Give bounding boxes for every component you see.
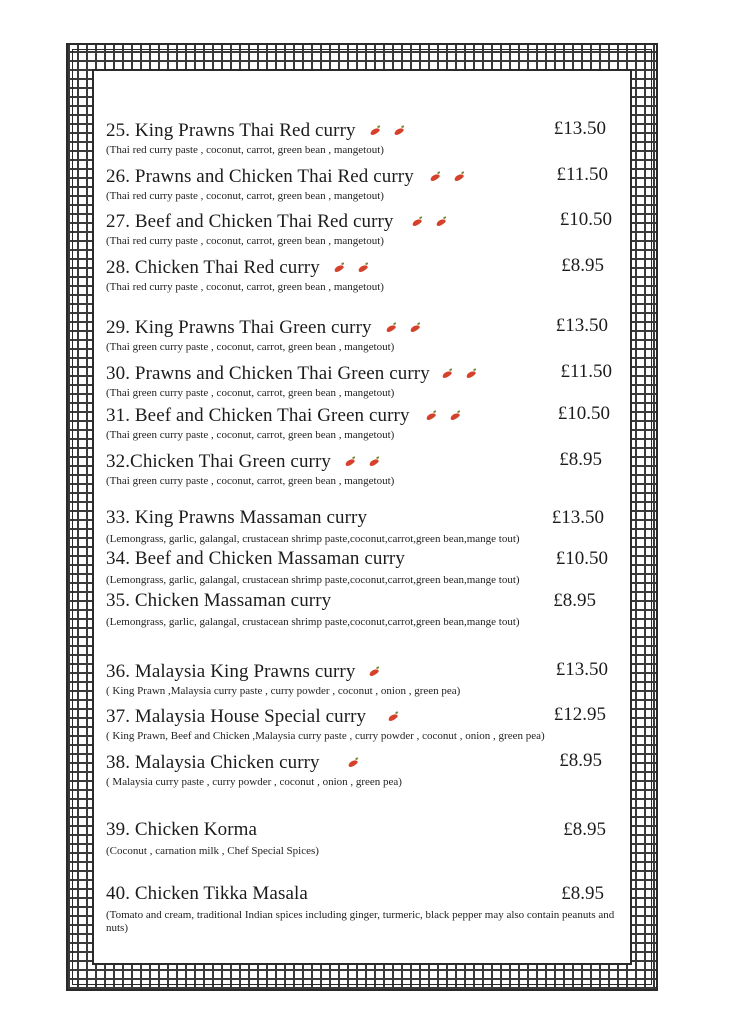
menu-item-title-text: 30. Prawns and Chicken Thai Green curry [106,363,430,384]
menu-item-title [106,118,418,142]
menu-item-title-text: 26. Prawns and Chicken Thai Red curry [106,166,414,187]
menu-item-header [106,164,626,190]
menu-item-title-text: 31. Beef and Chicken Thai Green curry [106,405,410,426]
menu-item [106,590,626,629]
menu-item-header [106,507,626,533]
spice-level-indicator [442,361,490,383]
menu-item-description: (Lemongrass, garlic, galangal, crustacean shrimp paste,coconut,carrot,green bean,mange tout) [106,574,520,586]
menu-item-price: £8.95 [563,819,606,840]
chili-pepper-icon [429,173,440,182]
chili-pepper-icon [369,668,380,677]
menu-item [106,361,626,400]
menu-item-title [106,361,490,385]
menu-item-title-text: 34. Beef and Chicken Massaman curry [106,548,405,569]
menu-item-title [106,704,412,728]
menu-item-header [106,403,626,429]
menu-item [106,548,626,587]
menu-item-header [106,449,626,475]
menu-item-header [106,750,626,776]
chili-pepper-icon [435,218,446,227]
menu-item-title [106,449,393,473]
menu-item-title [106,548,405,570]
chili-pepper-icon [453,173,464,182]
chili-pepper-icon [425,412,436,421]
menu-item-price: £13.50 [555,315,608,336]
menu-item-title [106,164,478,188]
chili-pepper-icon [441,370,452,379]
menu-item-description: (Thai red curry paste , coconut, carrot, green bean , mangetout) [106,190,384,202]
menu-item-header [106,659,626,685]
menu-item-title [106,209,460,233]
menu-item-price: £8.95 [559,750,602,771]
menu-item-title-text: 35. Chicken Massaman curry [106,590,332,611]
menu-item-title-text: 37. Malaysia House Special curry [106,706,367,727]
chili-pepper-icon [385,324,396,333]
spice-level-indicator [370,118,418,140]
menu-item [106,704,626,743]
menu-item-price: £10.50 [559,209,612,230]
menu-item-title [106,315,434,339]
menu-item-price: £12.95 [553,704,606,725]
chili-pepper-icon [393,127,404,136]
menu-item-title [106,659,393,683]
menu-item [106,315,626,354]
spice-level-indicator [388,704,412,726]
menu-item-description: (Thai green curry paste , coconut, carrot, green bean , mangetout) [106,341,395,353]
menu-item-description: (Thai red curry paste , coconut, carrot, green bean , mangetout) [106,235,384,247]
menu-item [106,659,626,698]
menu-item-header [106,883,626,909]
menu-item-title-text: 40. Chicken Tikka Masala [106,883,308,904]
menu-item-price: £8.95 [553,590,596,611]
menu-item-title-text: 33. King Prawns Massaman curry [106,507,368,528]
menu-item-description: (Thai green curry paste , coconut, carrot, green bean , mangetout) [106,387,395,399]
menu-item-header [106,548,626,574]
chili-pepper-icon [409,324,420,333]
spice-level-indicator [430,164,478,186]
menu-item-description: ( King Prawn, Beef and Chicken ,Malaysia curry paste , curry powder , coconut , onion , green pea) [106,730,545,742]
menu-item-description: (Lemongrass, garlic, galangal, crustacean shrimp paste,coconut,carrot,green bean,mange tout) [106,533,520,545]
menu-item-description: ( King Prawn ,Malaysia curry paste , curry powder , coconut , onion , green pea) [106,685,461,697]
menu-item-price: £8.95 [559,449,602,470]
menu-item-title-text: 39. Chicken Korma [106,819,258,840]
menu-item-header [106,255,626,281]
menu-item [106,507,626,546]
menu-item-header [106,704,626,730]
menu-item-title [106,750,372,774]
menu-item-description: (Coconut , carnation milk , Chef Special Spices) [106,845,319,857]
menu-item-description: (Thai green curry paste , coconut, carrot, green bean , mangetout) [106,429,395,441]
spice-level-indicator [412,209,460,231]
menu-item-title-text: 27. Beef and Chicken Thai Red curry [106,211,394,232]
menu-item-price: £10.50 [557,403,610,424]
menu-item-title-text: 28. Chicken Thai Red curry [106,257,320,278]
spice-level-indicator [345,449,393,471]
menu-item-description: (Thai red curry paste , coconut, carrot, green bean , mangetout) [106,281,384,293]
menu-item-description: (Lemongrass, garlic, galangal, crustacean shrimp paste,coconut,carrot,green bean,mange tout) [106,616,520,628]
chili-pepper-icon [333,264,344,273]
menu-item [106,750,626,789]
menu-item-price: £11.50 [560,361,612,382]
menu-item [106,255,626,294]
menu-item-title [106,590,331,612]
menu-item-title-text: 38. Malaysia Chicken curry [106,752,320,773]
menu-item [106,118,626,157]
spice-level-indicator [386,315,434,337]
menu-item-title-text: 29. King Prawns Thai Green curry [106,317,372,338]
menu-item [106,819,626,858]
chili-pepper-icon [347,759,358,768]
menu-item-description: (Tomato and cream, traditional Indian spices including ginger, turmeric, black pepper may also contain peanuts and nuts) [106,909,615,934]
menu-item [106,449,626,488]
menu-item-description: ( Malaysia curry paste , curry powder , coconut , onion , green pea) [106,776,402,788]
menu-item-title-text: 25. King Prawns Thai Red curry [106,120,356,141]
menu-item-title-text: 32.Chicken Thai Green curry [106,451,331,472]
menu-item [106,164,626,203]
chili-pepper-icon [411,218,422,227]
menu-item-price: £8.95 [561,255,604,276]
menu-item-title [106,403,474,427]
menu-item-header [106,315,626,341]
menu-item-title [106,819,257,841]
menu-item-title [106,507,367,529]
menu-item-title [106,883,308,905]
chili-pepper-icon [465,370,476,379]
menu-item-price: £8.95 [561,883,604,904]
chili-pepper-icon [388,713,399,722]
chili-pepper-icon [449,412,460,421]
menu-item [106,883,626,935]
menu-item-title-text: 36. Malaysia King Prawns curry [106,661,356,682]
menu-item [106,403,626,442]
menu-item-header [106,590,626,616]
chili-pepper-icon [369,127,380,136]
menu-item-price: £13.50 [555,659,608,680]
menu-item-price: £13.50 [551,507,604,528]
menu-item-title [106,255,382,279]
menu-item-header [106,209,626,235]
menu-item-header [106,118,626,144]
chili-pepper-icon [368,458,379,467]
menu-item-header [106,361,626,387]
spice-level-indicator [426,403,474,425]
menu-item-header [106,819,626,845]
menu-item-description: (Thai red curry paste , coconut, carrot, green bean , mangetout) [106,144,384,156]
menu-item-price: £11.50 [556,164,608,185]
menu-item-price: £13.50 [553,118,606,139]
spice-level-indicator [334,255,382,277]
chili-pepper-icon [344,458,355,467]
spice-level-indicator [369,659,393,681]
spice-level-indicator [348,750,372,772]
menu-item-price: £10.50 [555,548,608,569]
menu-item [106,209,626,248]
menu-item-description: (Thai green curry paste , coconut, carrot, green bean , mangetout) [106,475,395,487]
chili-pepper-icon [357,264,368,273]
